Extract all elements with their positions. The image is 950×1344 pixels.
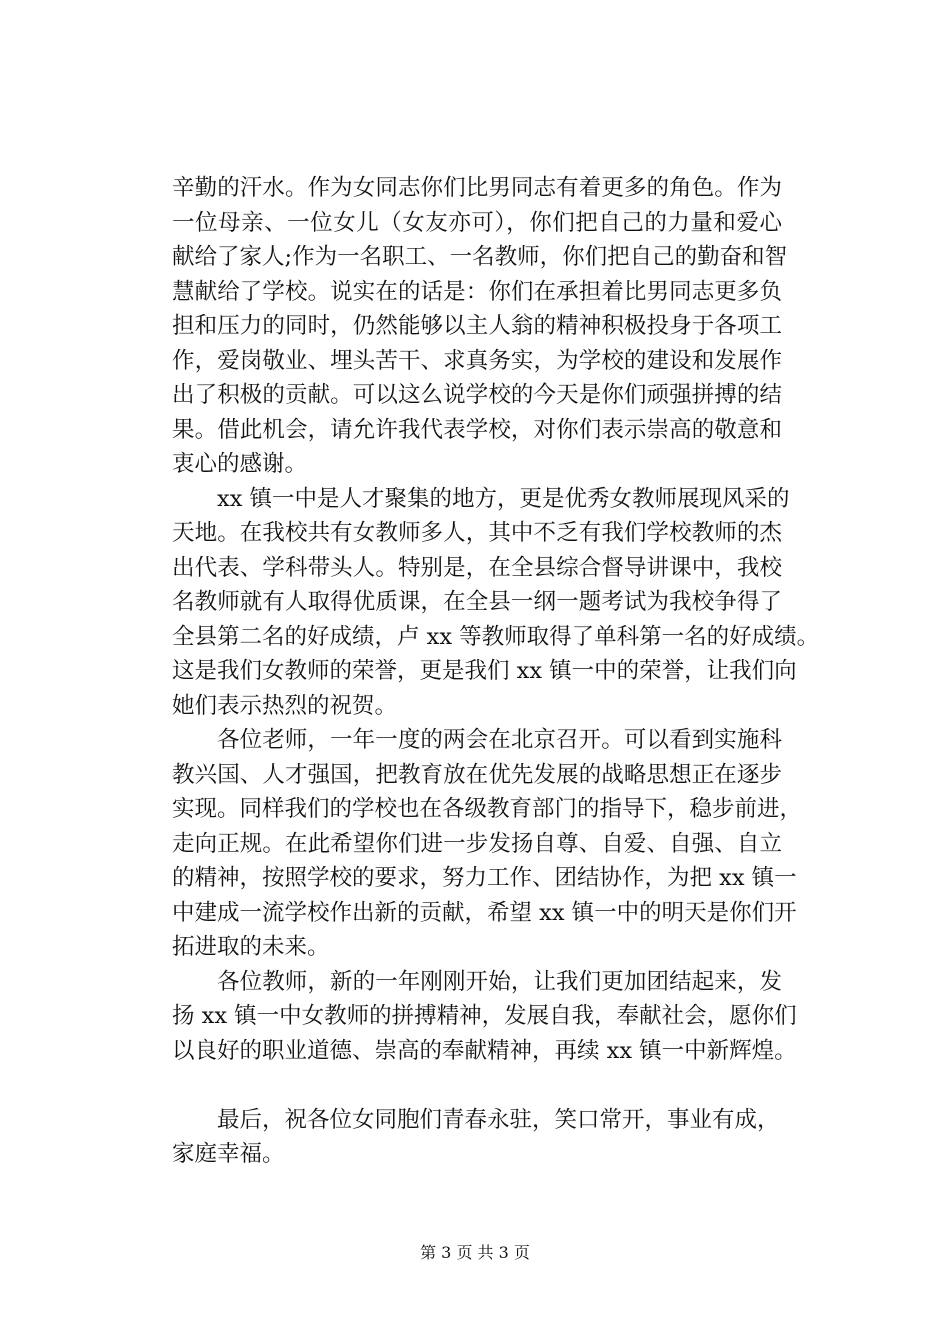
document-body xyxy=(172,171,820,1172)
text-line: 果。借此机会，请允许我代表学校，对你们表示崇高的敬意和 xyxy=(172,416,782,443)
page-number-footer: 第 3 页 共 3 页 xyxy=(420,1243,530,1262)
text-line: 辛勤的汗水。作为女同志你们比男同志有着更多的角色。作为 xyxy=(172,175,782,201)
paragraph-first-line: 各位老师，一年一度的两会在北京召开。可以看到实施科 xyxy=(217,727,782,753)
text-line: 扬 xx 镇一中女教师的拼搏精神，发展自我，奉献社会，愿你们 xyxy=(172,1003,797,1029)
paragraph-first-line: 各位教师，新的一年刚刚开始，让我们更加团结起来，发 xyxy=(217,968,782,995)
text-line: 一位母亲、一位女儿（女友亦可），你们把自己的力量和爱心 xyxy=(172,209,782,236)
paragraph-first-line: xx 镇一中是人才聚集的地方，更是优秀女教师展现风采的 xyxy=(217,485,790,512)
text-line: 天地。在我校共有女教师多人，其中不乏有我们学校教师的杰 xyxy=(172,520,782,546)
text-line: 全县第二名的好成绩，卢 xx 等教师取得了单科第一名的好成绩。 xyxy=(172,623,820,650)
text-line: 衷心的感谢。 xyxy=(172,451,308,477)
text-line: 献给了家人;作为一名职工、一名教师，你们把自己的勤奋和智 xyxy=(172,244,788,270)
text-line: 出代表、学科带头人。特别是，在全县综合督导讲课中，我校 xyxy=(172,554,782,581)
text-line: 教兴国、人才强国，把教育放在优先发展的战略思想正在逐步 xyxy=(172,761,782,788)
text-line: 中建成一流学校作出新的贡献，希望 xx 镇一中的明天是你们开 xyxy=(172,899,797,926)
text-line: 走向正规。在此希望你们进一步发扬自尊、自爱、自强、自立 xyxy=(172,830,782,857)
text-line: 慧献给了学校。说实在的话是：你们在承担着比男同志更多负 xyxy=(172,278,782,305)
text-line: 担和压力的同时，仍然能够以主人翁的精神积极投身于各项工 xyxy=(172,313,782,339)
text-line: 作，爱岗敬业、埋头苦干、求真务实，为学校的建设和发展作 xyxy=(172,347,782,374)
paragraph-spacer xyxy=(172,1068,782,1103)
text-line: 以良好的职业道德、崇高的奉献精神，再续 xx 镇一中新辉煌。 xyxy=(172,1037,797,1064)
text-line: 出了积极的贡献。可以这么说学校的今天是你们顽强拼搏的结 xyxy=(172,382,782,408)
text-line: 实现。同样我们的学校也在各级教育部门的指导下，稳步前进， xyxy=(172,796,803,822)
text-line: 名教师就有人取得优质课，在全县一纲一题考试为我校争得了 xyxy=(172,589,782,615)
text-line: 的精神，按照学校的要求，努力工作、团结协作，为把 xx 镇一 xyxy=(172,865,797,891)
text-line: 家庭幸福。 xyxy=(172,1141,285,1167)
paragraph-first-line: 最后，祝各位女同胞们青春永驻，笑口常开，事业有成， xyxy=(217,1106,780,1133)
text-line: 拓进取的未来。 xyxy=(172,934,330,960)
text-line: 她们表示热烈的祝贺。 xyxy=(172,692,398,719)
text-line: 这是我们女教师的荣誉，更是我们 xx 镇一中的荣誉，让我们向 xyxy=(172,658,797,684)
